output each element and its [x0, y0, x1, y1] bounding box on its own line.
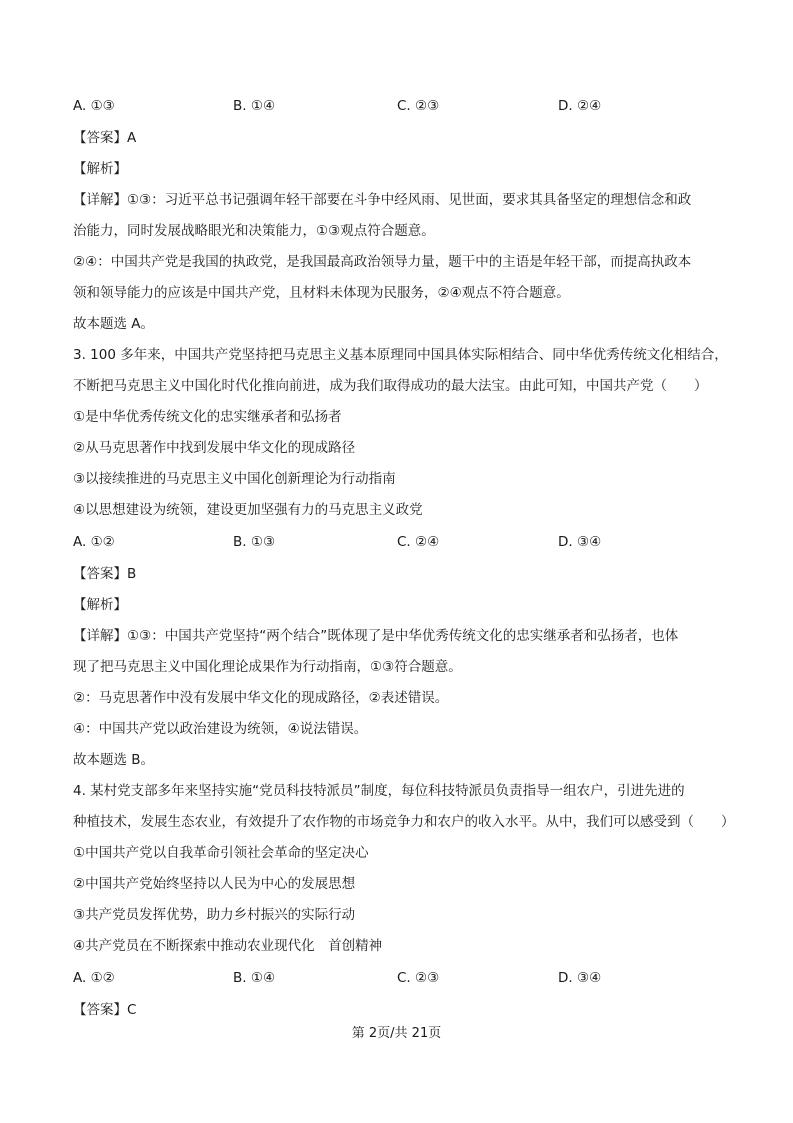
q4-option-b: B. ①④ — [233, 970, 276, 986]
q3-detail-line: 【详解】①③：中国共产党坚持“两个结合”既体现了是中华优秀传统文化的忠实继承者和弘扬者，也体 — [73, 628, 679, 644]
q2-options — [73, 96, 733, 116]
q3-item-1: ①是中华优秀传统文化的忠实继承者和弘扬者 — [73, 409, 342, 425]
q4-item-3: ③共产党员发挥优势，助力乡村振兴的实际行动 — [73, 907, 356, 923]
q4-item-4: ④共产党员在不断探索中推动农业现代化 首创精神 — [73, 938, 383, 954]
q2-detail-line: 治能力，同时发展战略眼光和决策能力，①③观点符合题意。 — [73, 223, 435, 239]
q3-item-3: ③以接续推进的马克思主义中国化创新理论为行动指南 — [73, 471, 396, 487]
q2-option-a: A. ①③ — [73, 98, 115, 114]
q2-detail-line: 【详解】①③：习近平总书记强调年轻干部要在斗争中经风雨、见世面，要求其具备坚定的理想信念和政 — [73, 192, 692, 208]
q4-option-c: C. ②③ — [397, 970, 440, 986]
q3-item-4: ④以思想建设为统领，建设更加坚强有力的马克思主义政党 — [73, 502, 423, 518]
q4-stem-line: 种植技术，发展生态农业，有效提升了农作物的市场竞争力和农户的收入水平。从中，我们可以感受到（ ） — [73, 814, 735, 830]
q3-stem-line: 3. 100 多年来，中国共产党坚持把马克思主义基本原理同中国具体实际相结合、同中华优秀传统文化相结合， — [73, 347, 728, 363]
q2-detail-line: ②④：中国共产党是我国的执政党，是我国最高政治领导力量，题干中的主语是年轻干部，而提高执政本 — [73, 254, 692, 270]
q2-option-b: B. ①④ — [233, 98, 276, 114]
q2-detail-line: 领和领导能力的应该是中国共产党，且材料未体现为民服务，②④观点不符合题意。 — [73, 285, 570, 301]
q3-options — [73, 532, 733, 552]
q3-item-2: ②从马克思著作中找到发展中华文化的现成路径 — [73, 440, 356, 456]
q3-conclusion: 故本题选 B。 — [73, 752, 155, 768]
q2-conclusion: 故本题选 A。 — [73, 316, 155, 332]
q3-detail-line: ②：马克思著作中没有发展中华文化的现成路径，②表述错误。 — [73, 690, 449, 706]
q4-item-2: ②中国共产党始终坚持以人民为中心的发展思想 — [73, 876, 356, 892]
q3-answer: 【答案】B — [73, 566, 137, 582]
q2-analysis-heading: 【解析】 — [73, 161, 127, 177]
q3-detail-line: ④：中国共产党以政治建设为统领，④说法错误。 — [73, 721, 368, 737]
q3-option-b: B. ①③ — [233, 534, 276, 550]
q3-option-c: C. ②④ — [397, 534, 440, 550]
q2-option-d: D. ②④ — [558, 98, 602, 114]
q3-option-a: A. ①② — [73, 534, 115, 550]
q2-answer: 【答案】A — [73, 130, 137, 146]
q2-option-c: C. ②③ — [397, 98, 440, 114]
q3-option-d: D. ③④ — [558, 534, 602, 550]
page-number: 第 2页/共 21页 — [351, 1026, 442, 1041]
q4-option-d: D. ③④ — [558, 970, 602, 986]
q3-detail-line: 现了把马克思主义中国化理论成果作为行动指南，①③符合题意。 — [73, 659, 462, 675]
q4-option-a: A. ①② — [73, 970, 115, 986]
q4-options — [73, 968, 733, 988]
q3-analysis-heading: 【解析】 — [73, 597, 127, 613]
q4-stem-line: 4. 某村党支部多年来坚持实施“党员科技特派员”制度，每位科技特派员负责指导一组农户，引进先进的 — [73, 783, 685, 799]
q3-stem-line: 不断把马克思主义中国化时代化推向前进，成为我们取得成功的最大法宝。由此可知，中国共产党（ ） — [73, 378, 708, 394]
q4-answer: 【答案】C — [73, 1002, 137, 1018]
q4-item-1: ①中国共产党以自我革命引领社会革命的坚定决心 — [73, 845, 369, 861]
